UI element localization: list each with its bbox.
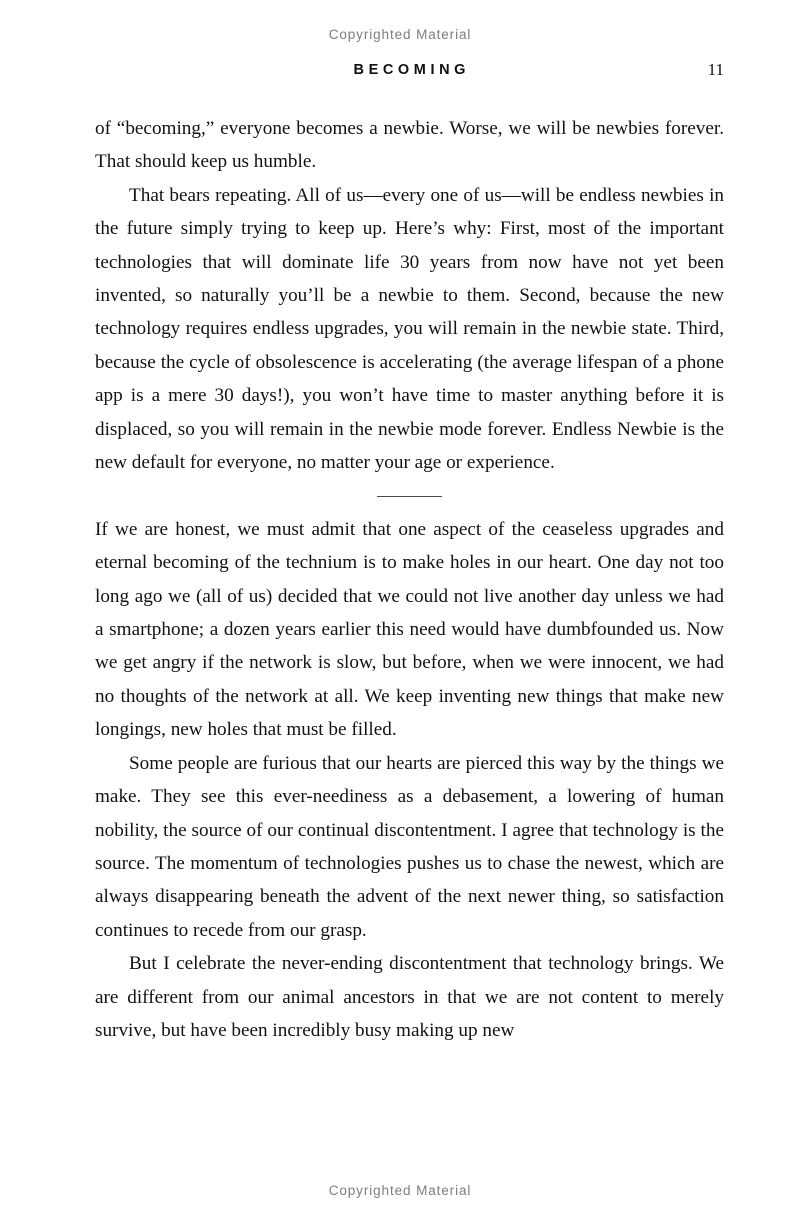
copyright-watermark-top: Copyrighted Material bbox=[328, 27, 472, 42]
running-head bbox=[95, 60, 724, 84]
body-text-block bbox=[95, 112, 724, 1047]
section-divider-rule bbox=[377, 496, 442, 497]
page-number: 11 bbox=[707, 60, 724, 79]
paragraph-4: Some people are furious that our hearts are pierced this way by the things we make. They see this ever-neediness as a debasement, a lowering of human nobility, the source of our continual discontentment. I agree that technology is the source. The momentum of technologies pushes us to chase the newest, which are always disappearing beneath the advent of the next newer thing, so satisfaction continues to recede from our grasp. bbox=[95, 752, 724, 941]
paragraph-2: That bears repeating. All of us—every one of us—will be endless newbies in the future simply trying to keep up. Here’s why: First, most of the important technologies that will dominate life 30 years from now have not yet been invented, so naturally you’ll be a newbie to them. Second, because the new technology requires endless upgrades, you will remain in the newbie state. Third, because the cycle of obsolescence is accelerating (the average lifespan of a phone app is a mere 30 days!), you won’t have time to master anything before it is displaced, so you will remain in the newbie mode forever. Endless Newbie is the new default for everyone, no matter your age or experience. bbox=[95, 184, 724, 474]
section-divider bbox=[95, 479, 724, 512]
paragraph-1: of “becoming,” everyone becomes a newbie. Worse, we will be newbies forever. That should keep us humble. bbox=[95, 118, 724, 173]
paragraph-3: If we are honest, we must admit that one aspect of the ceaseless upgrades and eternal becoming of the technium is to make holes in our heart. One day not too long ago we (all of us) decided that we could not live another day unless we had a smartphone; a dozen years earlier this need would have dumbfounded us. Now we get angry if the network is slow, but before, when we were innocent, we had no thoughts of the network at all. We keep inventing new things that make new longings, new holes that must be filled. bbox=[95, 518, 724, 741]
paragraph-5: But I celebrate the never-ending discontentment that technology brings. We are different from our animal ancestors in that we are not content to merely survive, but have been incredibly busy making up new bbox=[95, 953, 724, 1041]
running-head-title: BECOMING bbox=[353, 62, 471, 78]
copyright-watermark-bottom: Copyrighted Material bbox=[328, 1183, 472, 1198]
